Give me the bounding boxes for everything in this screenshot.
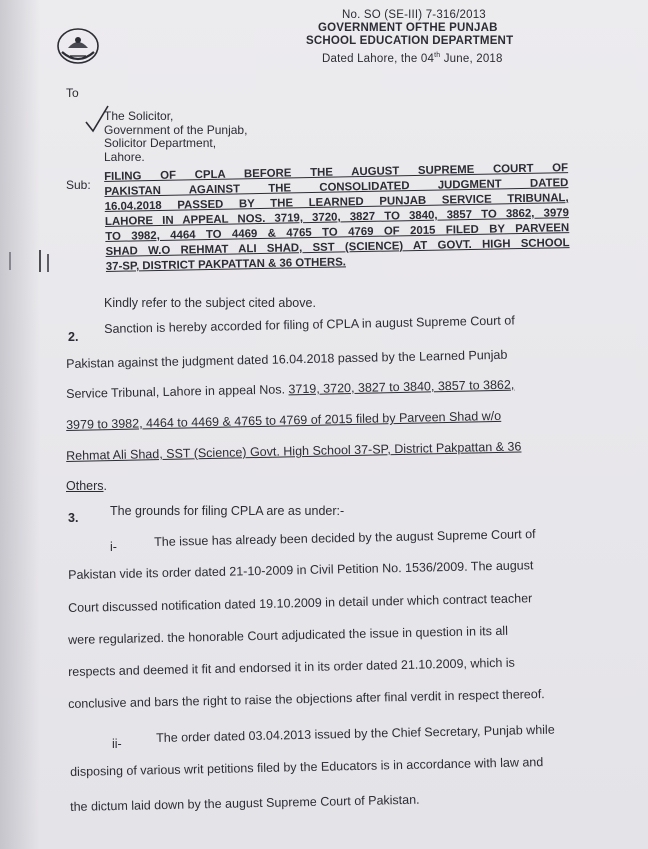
subject-line: 16.04.2018 PASSED BY THE LEARNED PUNJAB SERVICE TRIBUNAL, [104, 192, 569, 213]
item-i-line: were regularized. the honorable Court adjudicated the issue in question in its all [68, 623, 509, 647]
address-line: Government of the Punjab, [104, 122, 248, 137]
para2-line: Pakistan against the judgment dated 16.04.2018 passed by the Learned Punjab [66, 347, 508, 371]
address-line: The Solicitor, [104, 109, 174, 123]
appeal-numbers: 3719, 3720, 3827 to 3840, 3857 to 3862, [288, 377, 515, 397]
address-line: Lahore. [104, 149, 145, 164]
para2-line [66, 378, 514, 401]
address-line: Solicitor Department, [104, 136, 217, 150]
para2-line: Rehmat Ali Shad, SST (Science) Govt. High School 37-SP, District Pakpattan & 36 [66, 439, 522, 463]
item-ii-line: disposing of various writ petitions filed by the Educators is in accordance with law and [70, 755, 544, 779]
para-number: 2. [68, 330, 79, 344]
kindly-refer-text: Kindly refer to the subject cited above. [104, 296, 316, 310]
para-number: 3. [68, 511, 79, 525]
item-i-line: respects and deemed it fit and endorsed it in its order dated 21.10.2009, which is [68, 655, 516, 679]
subject-line: SHAD W.O REHMAT ALI SHAD, SST (SCIENCE) AT GOVT. HIGH SCHOOL [105, 237, 570, 258]
letter-date: Dated Lahore, the 04th June, 2018 [322, 52, 503, 65]
government-name: GOVERNMENT OFTHE PUNJAB [318, 22, 498, 34]
to-label: To [66, 86, 79, 100]
subject-line: 37-SP, DISTRICT PAKPATTAN & 36 OTHERS. [105, 256, 347, 273]
para3-intro: The grounds for filing CPLA are as under:- [110, 504, 345, 518]
para2-line: Sanction is hereby accorded for filing of CPLA in august Supreme Court of [104, 313, 515, 336]
department-name: SCHOOL EDUCATION DEPARTMENT [306, 35, 514, 47]
reference-number: No. SO (SE-III) 7-316/2013 [342, 9, 486, 21]
item-i-line: Court discussed notification dated 19.10.2009 in detail under which contract teacher [68, 591, 533, 615]
period: . [103, 479, 107, 493]
subject-line: TO 3982, 4464 TO 4469 & 4765 TO 4769 OF 2015 FILED BY PARVEEN [105, 222, 570, 243]
item-ii-line: the dictum laid down by the august Supreme Court of Pakistan. [70, 792, 420, 814]
subject-line: FILING OF CPLA BEFORE THE AUGUST SUPREME COURT OF [104, 162, 569, 183]
subject-label: Sub: [66, 178, 91, 192]
item-i-line: conclusive and bars the right to raise the objections after final verdit in respect thereof. [68, 687, 545, 711]
item-i-line: The issue has already been decided by the august Supreme Court of [154, 527, 536, 549]
item-label: i- [110, 540, 117, 554]
page-shadow [0, 0, 40, 849]
item-i-line: Pakistan vide its order dated 21-10-2009 in Civil Petition No. 1536/2009. The august [68, 558, 534, 582]
others-text: Others [66, 479, 104, 493]
addressee-block [104, 110, 247, 164]
subject-line: LAHORE IN APPEAL NOS. 3719, 3720, 3827 TO 3840, 3857 TO 3862, 3979 [104, 207, 570, 228]
subject-text [104, 161, 570, 275]
para2-line [66, 479, 107, 493]
punjab-government-logo [56, 26, 100, 70]
item-ii-line: The order dated 03.04.2013 issued by the Chief Secretary, Punjab while [156, 722, 555, 745]
para2-text: Service Tribunal, Lahore in appeal Nos. [66, 382, 289, 401]
para2-line: 3979 to 3982, 4464 to 4469 & 4765 to 4769 of 2015 filed by Parveen Shad w/o [66, 408, 502, 432]
margin-marks [4, 248, 54, 278]
item-label: ii- [112, 737, 122, 751]
subject-line: PAKISTAN AGAINST THE CONSOLIDATED JUDGMENT DATED [104, 177, 569, 198]
